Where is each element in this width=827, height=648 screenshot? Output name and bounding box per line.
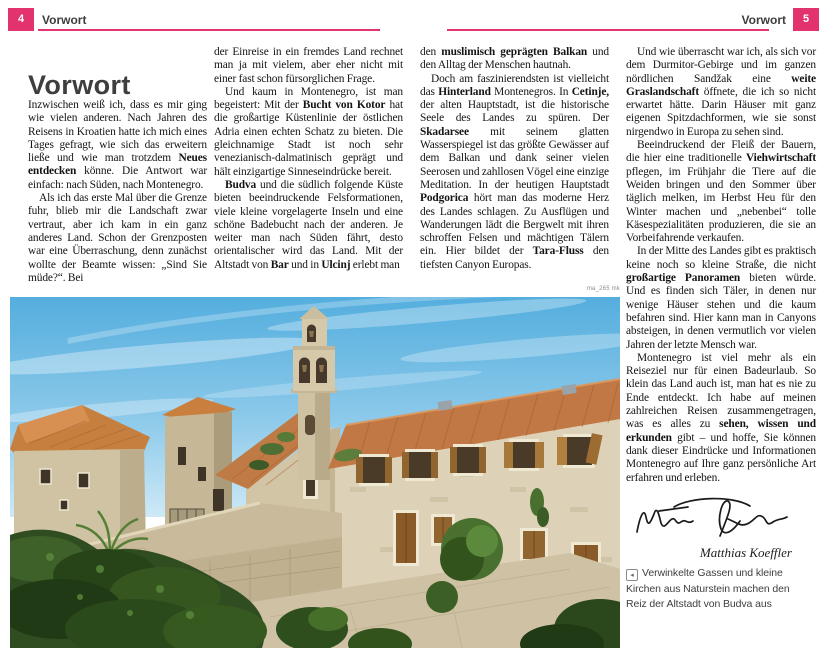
text-column-4: Und wie überrascht war ich, als sich vor dem Durmitor-Gebirge und im ganzen nördlichen Sandžak eine weite Graslandschaft öffnete, die ich so nicht erwartet hätte. Darin Häuser mit ganz eigenen Spitzdachformen, wie sie sonst nirgendwo in Europa zu sehen sind. Beeindruckend der Fleiß der Bauern, die hier eine traditionelle Viehwirtschaft pflegen, im Frühjahr die Tiere auf die Weiden bringen und den Sommer über täglich melken, im Herbst Heu für den Winter machen und „nebenbei“ tolle Käsespezialitäten produzieren, die sie an Vorbeifahrende verkaufen. In der Mitte des Landes gibt es praktisch keine noch so kleine Straße, die nicht großartige Panoramen bieten würde. Und es finden sich Täler, in denen nur wenige Häuser stehen und die kaum befahren sind. Hier kann man in Canyons absteigen, in denen vermutlich vor vielen Jahren der letzte Mensch war. Montenegro ist viel mehr als ein Reiseziel nur für einen Badeurlaub. So klein das Land auch ist, man hat es nie zu Ende entdeckt. Ich habe auf meinen zahlreichen Reisen zusammengetragen, was es alles zu sehen, wissen und erkunden gibt – und hoffe, Sie können dank dieser Eindrücke und Informationen Montenegro auf Ihre ganz persönliche Art erfahren und erleben.	[626, 46, 817, 484]
photo-credit: ma_265 mk	[586, 286, 620, 292]
running-head-left: Vorwort	[42, 13, 87, 27]
photo-left-arrow-icon: ◂	[626, 569, 638, 581]
text-column-3: den muslimisch geprägten Balkan und den Alltag der Menschen hautnah. Doch am faszinierendsten ist vielleicht das Hinterland Montenegros. In Cetinje, der alten Hauptstadt, ist die historische Seele des Landes zu spüren. Der Skadarsee mit seinem glatten Wasserspiegel ist das größte Gewässer auf dem Balkan und dank seiner vielen Seerosen und zahllosen Vögel eine einzige Meditation. In der heutigen Hauptstadt Podgorica hört man das moderne Herz des Landes schlagen. Zu Ausflügen und Wanderungen lädt die Bergwelt mit ihren schroffen Felsen und mächtigen Tälern ein. Hier bildet der Tara-Fluss den tiefsten Canyon Europas.	[420, 46, 609, 271]
handwritten-signature	[632, 494, 792, 544]
text-column-2: der Einreise in ein fremdes Land rechnet man ja mit vielem, aber eher nicht mit einer fast schon fürsorglichen Frage. Und kaum in Montenegro, ist man begeistert: Mit der Bucht von Kotor hat die großartige Küstenlinie der östlichen Adria einen echten Schatz zu bieten. Die gleichnamige Stadt ist noch sehr venezianisch-dalmatinisch geprägt und hält einzigartige Sinneseindrücke bereit. Budva und die südlich folgende Küste bieten beeindruckende Felsformationen, viele kleine vorgelagerte Inseln und eine schöne Badebucht nach der anderen. Je weiter man nach Süden fährt, desto orientalischer wird das Land. Mit der Altstadt von Bar und in Ulcinj erlebt man	[214, 46, 404, 271]
photo-caption	[626, 566, 802, 613]
author-name: Matthias Koeffler	[699, 545, 792, 560]
photo-caption-text: Verwinkelte Gassen und kleine Kirchen aus Naturstein machen den Reiz der Altstadt von Budva aus	[626, 567, 790, 610]
running-head-right: Vorwort	[741, 13, 786, 27]
page-number-right: 5	[793, 8, 819, 31]
page-number-left: 4	[8, 8, 34, 31]
page-title: Vorwort	[28, 70, 131, 101]
header-rule-left	[38, 29, 380, 31]
header-rule-right	[447, 29, 769, 31]
budva-old-town-photo	[10, 297, 620, 648]
text-column-1: Inzwischen weiß ich, dass es mir ging wie vielen anderen. Nach Jahren des Reisens in Kroatien hatte ich mich eines Tages gefragt, wie sich das erweitern ließe und wie man trotzdem Neues entdecken könne. Die Antwort war einfach: nach Süden, nach Montenegro. Als ich das erste Mal über die Grenze fuhr, blieb mir die Landschaft zwar vertraut, aber ich kam in ein ganz anderes Land. Schon der Grenzposten war eine Überraschung, denn zunächst wollte der Beamte wissen: „Sind Sie müde?“. Bei	[28, 99, 207, 284]
